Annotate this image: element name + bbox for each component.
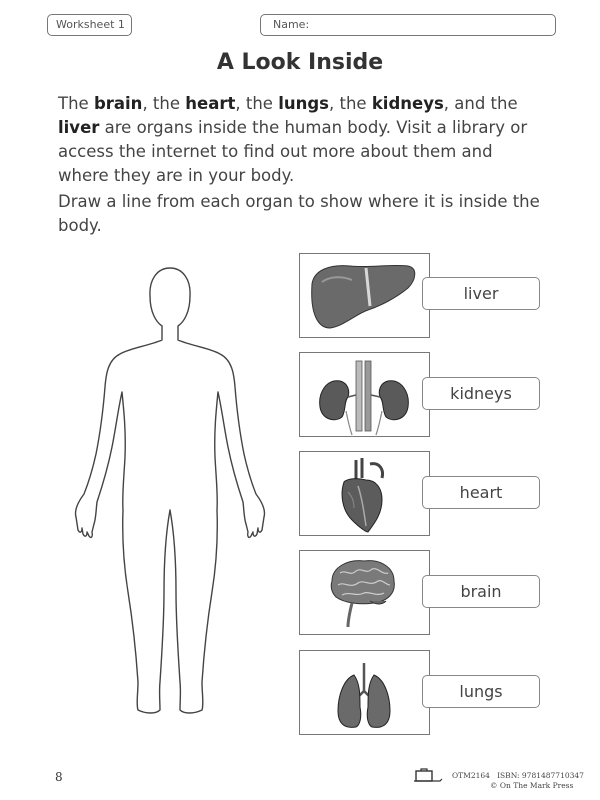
worksheet-label: Worksheet 1 [56,18,125,31]
name-label: Name: [273,18,310,31]
page-number: 8 [55,770,63,784]
organ-label-heart[interactable]: heart [422,476,540,509]
brain-icon [300,551,431,636]
publisher-info [452,770,584,781]
instruction-paragraph: Draw a line from each organ to show where it is inside the body. [58,192,540,235]
worksheet-tag [47,14,132,36]
intro-brain: brain [93,94,143,113]
publisher-logo-icon [413,768,443,784]
lungs-icon [300,651,431,736]
kidneys-icon [300,353,431,438]
organ-label-liver[interactable]: liver [422,277,540,310]
organ-label-brain[interactable]: brain [422,575,540,608]
organ-picture-lungs [299,650,430,735]
product-code: OTM2164 [452,771,490,780]
intro-kidneys: kidneys [371,94,444,113]
intro-liver: liver [58,118,100,137]
organ-label-kidneys[interactable]: kidneys [422,377,540,410]
page-title: A Look Inside [216,50,384,75]
name-field[interactable] [260,14,556,36]
organ-picture-kidneys [299,352,430,437]
organ-label-lungs[interactable]: lungs [422,675,540,708]
copyright: © On The Mark Press [490,781,574,790]
organ-picture-brain [299,550,430,635]
heart-icon [300,452,431,537]
intro-paragraph: The brain, the heart, the lungs, the kidneys, and the liver are organs inside the human body. Visit a library or access the internet to find out more about them and where they are in your body. [58,94,528,185]
intro-lungs: lungs [278,94,329,113]
intro-heart: heart [185,94,236,113]
liver-icon [300,254,431,339]
organ-picture-liver [299,253,430,338]
isbn: ISBN: 9781487710347 [497,771,584,780]
organ-picture-heart [299,451,430,536]
human-body-outline[interactable] [60,262,280,722]
